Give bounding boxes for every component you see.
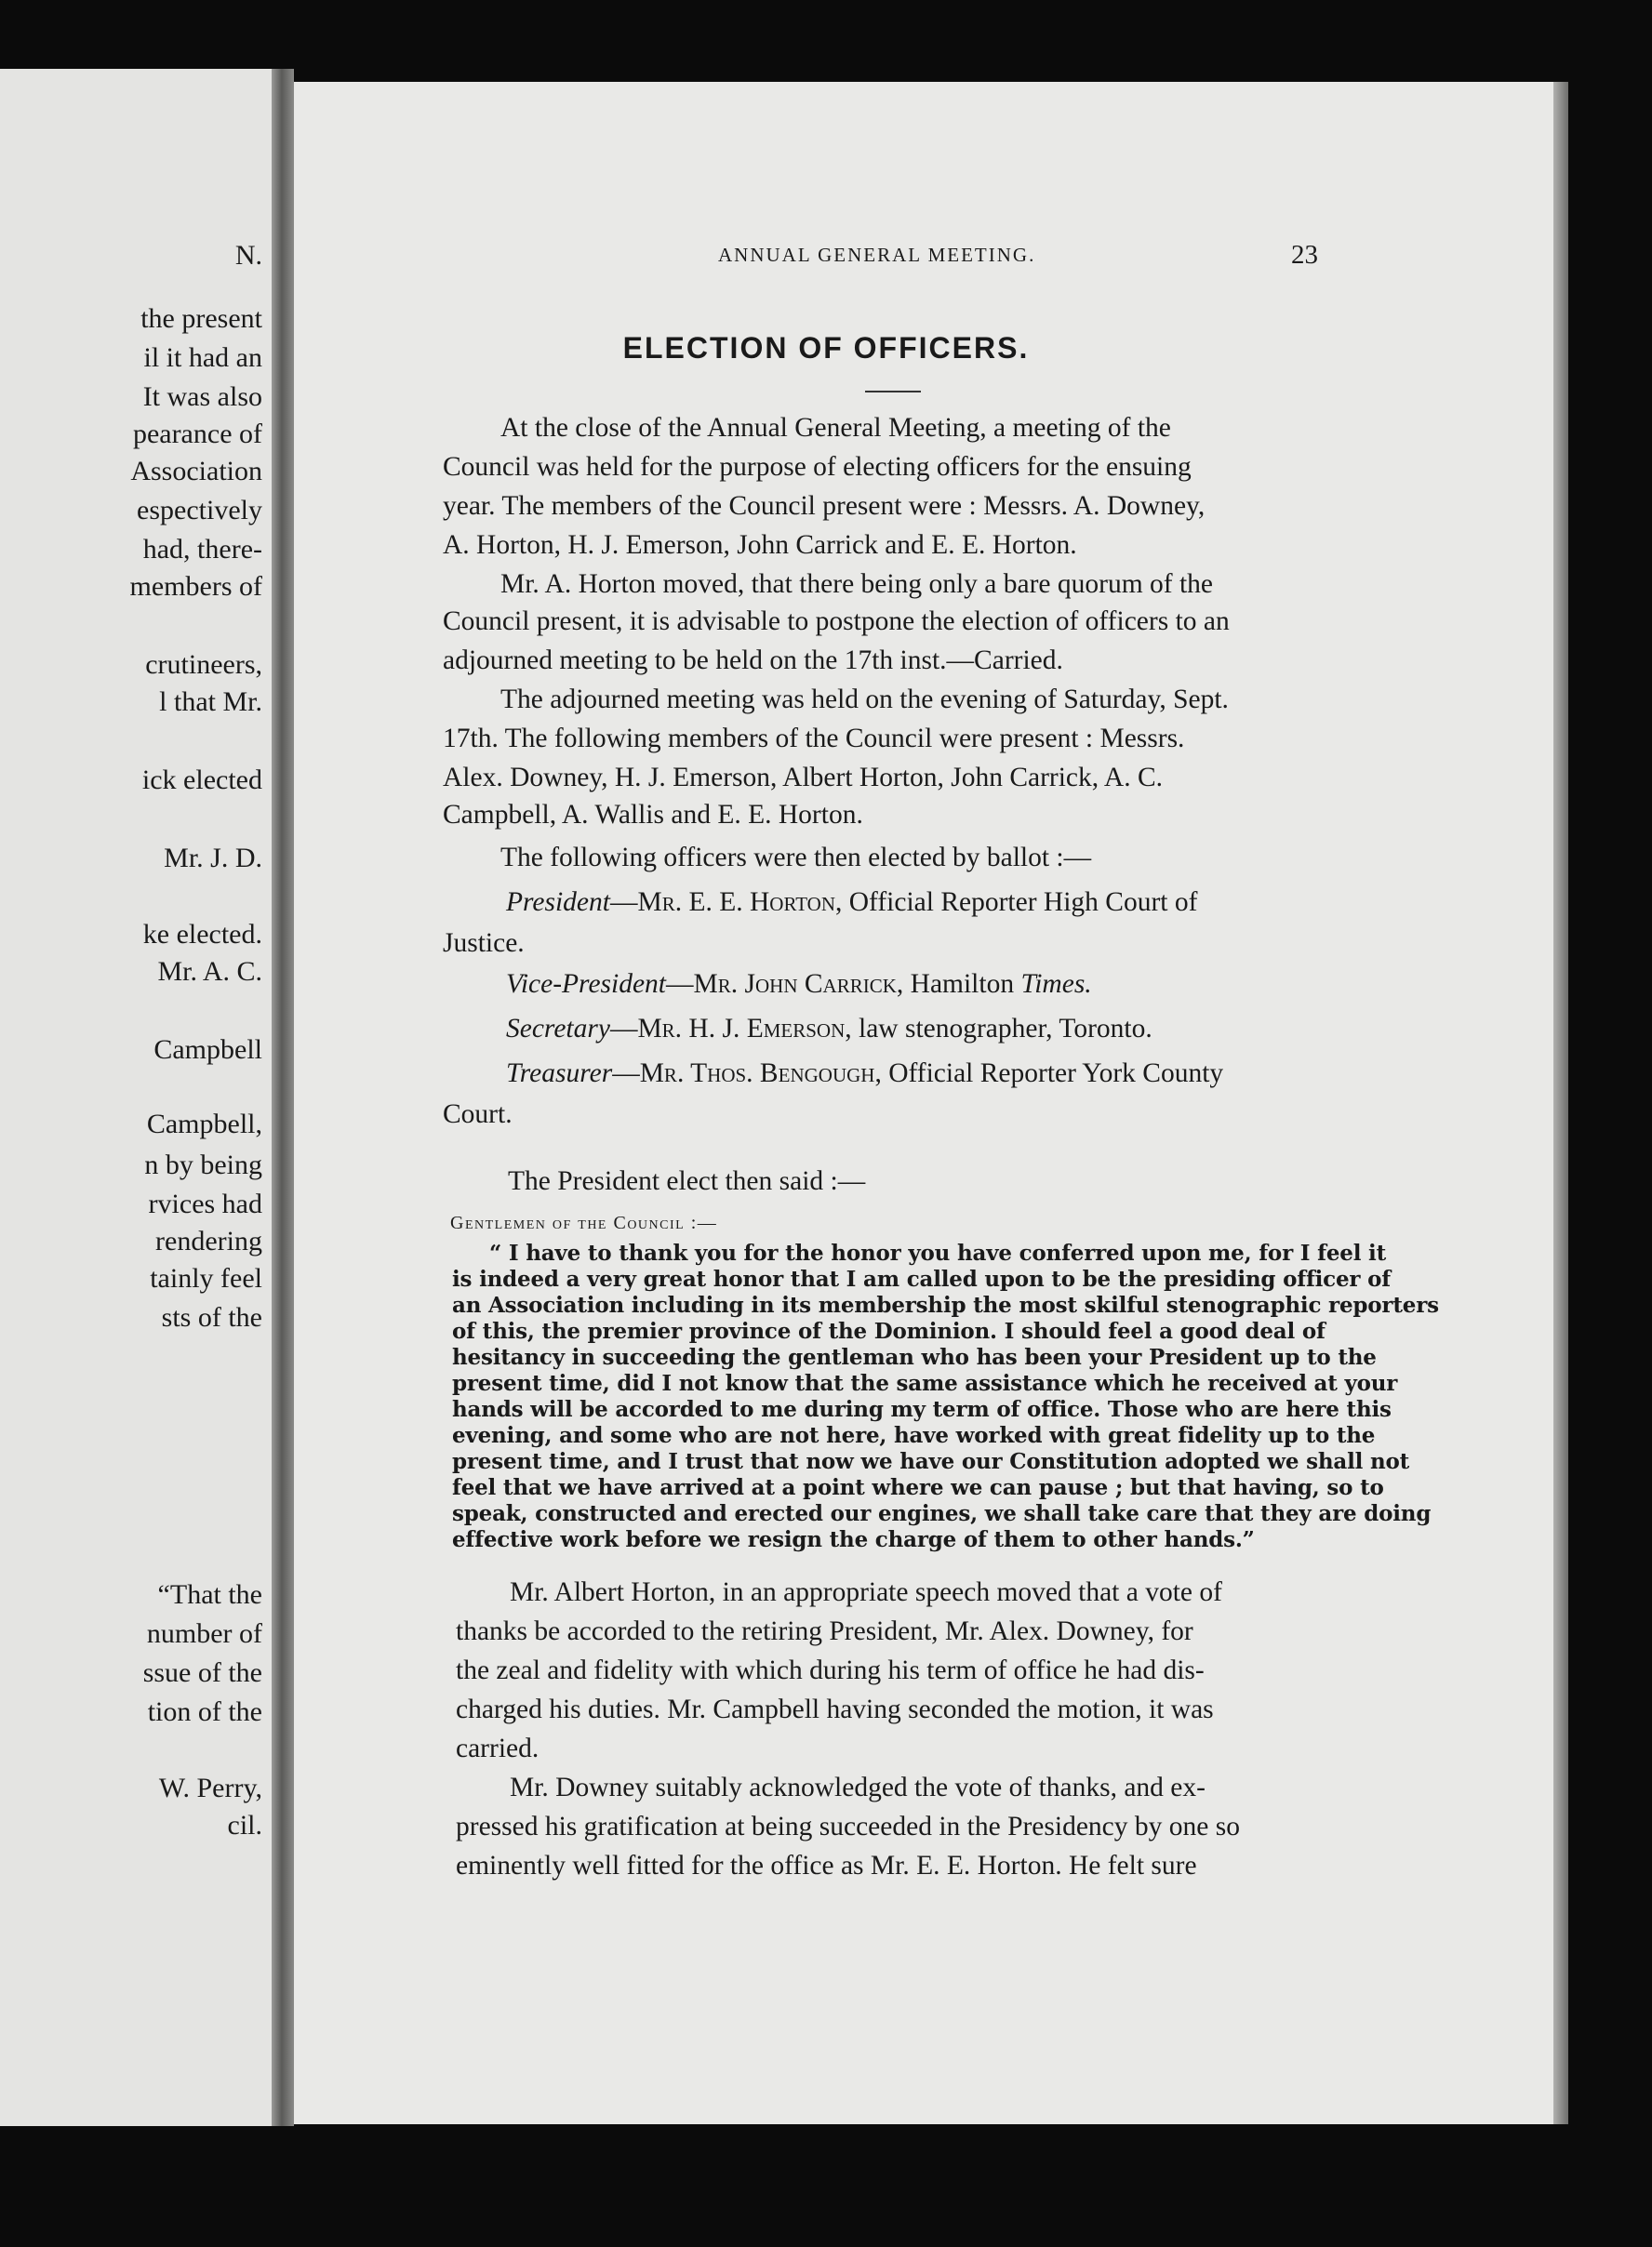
text-line: The adjourned meeting was held on the evening of Saturday, Sept. xyxy=(500,685,1229,714)
officer-line xyxy=(506,1014,1152,1044)
left-page-line: the present xyxy=(140,303,262,334)
text-line: At the close of the Annual General Meeting, a meeting of the xyxy=(500,413,1171,443)
text-line: eminently well fitted for the office as Mr. E. E. Horton. He felt sure xyxy=(456,1851,1197,1881)
officer-dash: — xyxy=(612,1058,640,1088)
left-page-line: W. Perry, xyxy=(158,1773,262,1803)
left-page-line: It was also xyxy=(142,381,262,412)
officer-line xyxy=(506,969,1092,1000)
officer-dash: — xyxy=(609,1014,638,1044)
text-line: thanks be accorded to the retiring President, Mr. Alex. Downey, for xyxy=(456,1616,1193,1646)
text-line: the zeal and fidelity with which during his term of office he had dis- xyxy=(456,1655,1205,1685)
text-line: A. Horton, H. J. Emerson, John Carrick and E. E. Horton. xyxy=(443,530,1077,560)
officer-dash: — xyxy=(609,887,638,917)
president-said-line: The President elect then said :— xyxy=(508,1166,866,1196)
text-line: Mr. A. Horton moved, that there being only a bare quorum of the xyxy=(500,569,1214,599)
book-gutter xyxy=(272,69,294,2126)
text-line: Council present, it is advisable to postpone the election of officers to an xyxy=(443,606,1230,636)
text-line: Campbell, A. Wallis and E. E. Horton. xyxy=(443,800,863,830)
left-page-line: tion of the xyxy=(147,1696,262,1727)
left-page-line: cil. xyxy=(227,1810,262,1841)
text-line: is indeed a very great honor that I am called upon to be the presiding officer of xyxy=(452,1267,1391,1292)
text-line: speak, constructed and erected our engines, we shall take care that they are doing xyxy=(452,1501,1432,1526)
left-page-line: ick elected xyxy=(141,765,262,795)
text-line: charged his duties. Mr. Campbell having seconded the motion, it was xyxy=(456,1695,1214,1724)
left-page-line: ke elected. xyxy=(142,919,262,950)
left-page-line: rvices had xyxy=(148,1189,262,1219)
left-page-line: ssue of the xyxy=(142,1657,262,1688)
officer-description-italic: Times. xyxy=(1020,969,1092,999)
running-head: ANNUAL GENERAL MEETING. xyxy=(718,244,1036,266)
text-line: adjourned meeting to be held on the 17th inst.—Carried. xyxy=(443,645,1063,675)
salutation: Gentlemen of the Council :— xyxy=(450,1213,718,1233)
left-page-line: tainly feel xyxy=(150,1263,262,1294)
left-page-line: Mr. J. D. xyxy=(164,843,262,873)
text-line: The following officers were then elected by ballot :— xyxy=(500,843,1092,872)
text-line: feel that we have arrived at a point where we can pause ; but that having, so to xyxy=(452,1475,1384,1500)
left-page-line: crutineers, xyxy=(145,649,262,680)
officer-role: Treasurer xyxy=(506,1058,613,1088)
officer-description: , law stenographer, Toronto. xyxy=(845,1014,1152,1044)
officer-role: Secretary xyxy=(506,1014,610,1044)
text-line: carried. xyxy=(456,1734,540,1763)
left-facing-page xyxy=(0,69,272,2126)
officer-name: Mr. Thos. Bengough xyxy=(639,1058,875,1088)
text-line: present time, and I trust that now we have our Constitution adopted we shall not xyxy=(452,1449,1410,1474)
left-page-line: n by being xyxy=(144,1150,262,1180)
officer-line xyxy=(506,1058,1223,1089)
officer-name: Mr. E. E. Horton xyxy=(637,887,835,917)
text-line: Mr. Downey suitably acknowledged the vote of thanks, and ex- xyxy=(510,1773,1206,1802)
text-line: Mr. Albert Horton, in an appropriate speech moved that a vote of xyxy=(510,1577,1222,1607)
left-page-line: members of xyxy=(129,571,262,602)
officer-line xyxy=(506,887,1197,918)
text-line: year. The members of the Council present were : Messrs. A. Downey, xyxy=(443,491,1206,521)
officer-name: Mr. John Carrick xyxy=(693,969,897,999)
left-page-line: “That the xyxy=(157,1579,262,1610)
left-page-line: rendering xyxy=(155,1226,262,1256)
page-number: 23 xyxy=(1291,240,1318,270)
left-page-line: had, there- xyxy=(142,534,262,565)
left-page-line: l that Mr. xyxy=(159,686,262,717)
text-line: an Association including in its membership the most skilful stenographic reporters xyxy=(452,1293,1439,1318)
left-page-line: sts of the xyxy=(161,1302,262,1333)
text-line: of this, the premier province of the Dominion. I should feel a good deal of xyxy=(452,1319,1326,1344)
text-line: hands will be accorded to me during my term of office. Those who are here this xyxy=(452,1397,1392,1422)
text-line: present time, did I not know that the same assistance which he received at your xyxy=(452,1371,1398,1396)
left-page-line: espectively xyxy=(137,495,262,525)
title-rule xyxy=(865,391,921,392)
officer-description: , Official Reporter High Court of xyxy=(835,887,1198,917)
officer-role: Vice-President xyxy=(506,969,667,999)
text-line: Council was held for the purpose of electing officers for the ensuing xyxy=(443,452,1192,482)
text-line: pressed his gratification at being succeeded in the Presidency by one so xyxy=(456,1812,1240,1841)
left-page-line: N. xyxy=(234,240,262,271)
left-page-line: Mr. A. C. xyxy=(157,956,262,987)
officer-dash: — xyxy=(666,969,694,999)
text-line: Alex. Downey, H. J. Emerson, Albert Horton, John Carrick, A. C. xyxy=(443,763,1164,792)
officer-role: President xyxy=(506,887,610,917)
text-line: hesitancy in succeeding the gentleman who has been your President up to the xyxy=(452,1345,1377,1370)
left-page-line: il it had an xyxy=(143,342,262,373)
officer-name: Mr. H. J. Emerson xyxy=(637,1014,846,1044)
page-edge xyxy=(1553,82,1568,2124)
text-line: evening, and some who are not here, have worked with great fidelity up to the xyxy=(452,1423,1376,1448)
officer-description: , Hamilton xyxy=(896,969,1021,999)
text-line: 17th. The following members of the Council were present : Messrs. xyxy=(443,724,1185,753)
officer-description: , Official Reporter York County xyxy=(874,1058,1224,1088)
text-line: effective work before we resign the charge of them to other hands.” xyxy=(452,1527,1255,1552)
left-page-line: pearance of xyxy=(132,419,262,449)
section-title: ELECTION OF OFFICERS. xyxy=(622,331,1030,365)
left-page-line: Campbell, xyxy=(146,1109,262,1139)
left-page-line: number of xyxy=(146,1618,262,1649)
text-line: “ I have to thank you for the honor you have conferred upon me, for I feel it xyxy=(489,1241,1387,1266)
left-page-line: Association xyxy=(130,456,262,486)
left-page-line: Campbell xyxy=(153,1034,262,1065)
text-line: Court. xyxy=(443,1099,513,1129)
text-line: Justice. xyxy=(443,928,525,958)
